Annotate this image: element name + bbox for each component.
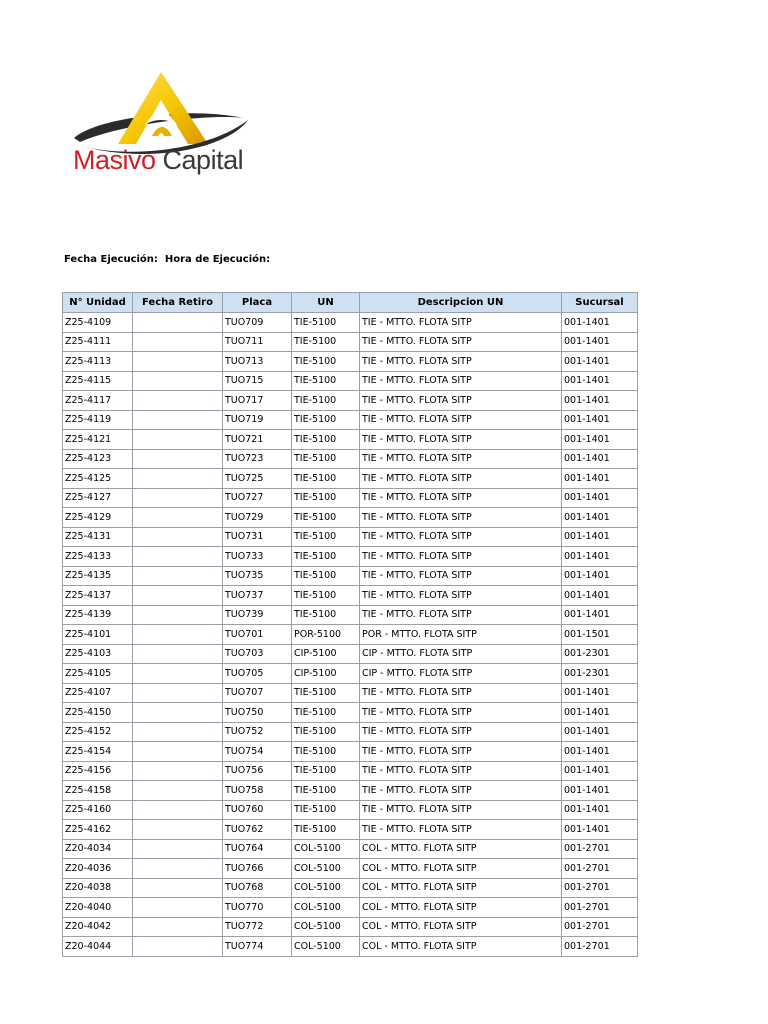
cell-un: TIE-5100: [292, 352, 360, 372]
cell-descripcion-un: COL - MTTO. FLOTA SITP: [360, 839, 562, 859]
cell-un: TIE-5100: [292, 488, 360, 508]
cell-fecha-retiro: [133, 313, 223, 333]
table-body: [63, 313, 638, 957]
logo-wordmark: [73, 145, 243, 176]
cell-un: CIP-5100: [292, 664, 360, 684]
cell-placa: TUO768: [223, 878, 292, 898]
cell-placa: TUO770: [223, 898, 292, 918]
header-n-unidad: N° Unidad: [63, 293, 133, 313]
cell-n-unidad: Z20-4040: [63, 898, 133, 918]
cell-un: TIE-5100: [292, 800, 360, 820]
cell-un: TIE-5100: [292, 430, 360, 450]
table-row: [63, 859, 638, 879]
cell-sucursal: 001-1401: [562, 449, 638, 469]
cell-fecha-retiro: [133, 352, 223, 372]
cell-descripcion-un: TIE - MTTO. FLOTA SITP: [360, 742, 562, 762]
cell-placa: TUO707: [223, 683, 292, 703]
cell-un: TIE-5100: [292, 586, 360, 606]
cell-placa: TUO701: [223, 625, 292, 645]
table-row: [63, 527, 638, 547]
cell-un: TIE-5100: [292, 449, 360, 469]
cell-sucursal: 001-1401: [562, 410, 638, 430]
cell-placa: TUO715: [223, 371, 292, 391]
table-row: [63, 449, 638, 469]
cell-fecha-retiro: [133, 742, 223, 762]
cell-sucursal: 001-1401: [562, 742, 638, 762]
table-row: [63, 605, 638, 625]
cell-placa: TUO752: [223, 722, 292, 742]
table-row: [63, 371, 638, 391]
cell-fecha-retiro: [133, 469, 223, 489]
cell-n-unidad: Z25-4113: [63, 352, 133, 372]
cell-fecha-retiro: [133, 898, 223, 918]
cell-sucursal: 001-1401: [562, 332, 638, 352]
cell-un: TIE-5100: [292, 683, 360, 703]
cell-descripcion-un: CIP - MTTO. FLOTA SITP: [360, 664, 562, 684]
cell-sucursal: 001-1401: [562, 820, 638, 840]
cell-sucursal: 001-1401: [562, 547, 638, 567]
cell-sucursal: 001-1401: [562, 800, 638, 820]
cell-fecha-retiro: [133, 664, 223, 684]
cell-descripcion-un: TIE - MTTO. FLOTA SITP: [360, 488, 562, 508]
cell-descripcion-un: TIE - MTTO. FLOTA SITP: [360, 469, 562, 489]
cell-n-unidad: Z25-4111: [63, 332, 133, 352]
cell-fecha-retiro: [133, 800, 223, 820]
cell-n-unidad: Z25-4135: [63, 566, 133, 586]
cell-sucursal: 001-2701: [562, 839, 638, 859]
cell-descripcion-un: TIE - MTTO. FLOTA SITP: [360, 449, 562, 469]
cell-descripcion-un: TIE - MTTO. FLOTA SITP: [360, 430, 562, 450]
cell-fecha-retiro: [133, 410, 223, 430]
cell-placa: TUO713: [223, 352, 292, 372]
cell-un: COL-5100: [292, 937, 360, 957]
cell-descripcion-un: CIP - MTTO. FLOTA SITP: [360, 644, 562, 664]
cell-fecha-retiro: [133, 703, 223, 723]
table-row: [63, 722, 638, 742]
cell-placa: TUO711: [223, 332, 292, 352]
fecha-ejecucion-label: Fecha Ejecución:: [64, 254, 158, 265]
cell-descripcion-un: TIE - MTTO. FLOTA SITP: [360, 332, 562, 352]
cell-sucursal: 001-1401: [562, 703, 638, 723]
table-row: [63, 332, 638, 352]
cell-un: TIE-5100: [292, 722, 360, 742]
cell-fecha-retiro: [133, 527, 223, 547]
cell-un: TIE-5100: [292, 742, 360, 762]
table-row: [63, 352, 638, 372]
cell-fecha-retiro: [133, 781, 223, 801]
table-row: [63, 313, 638, 333]
cell-descripcion-un: TIE - MTTO. FLOTA SITP: [360, 371, 562, 391]
cell-un: TIE-5100: [292, 547, 360, 567]
cell-un: TIE-5100: [292, 527, 360, 547]
cell-sucursal: 001-1401: [562, 352, 638, 372]
cell-sucursal: 001-1401: [562, 371, 638, 391]
cell-n-unidad: Z25-4125: [63, 469, 133, 489]
cell-placa: TUO731: [223, 527, 292, 547]
cell-descripcion-un: TIE - MTTO. FLOTA SITP: [360, 683, 562, 703]
table-row: [63, 664, 638, 684]
cell-sucursal: 001-1401: [562, 430, 638, 450]
cell-placa: TUO709: [223, 313, 292, 333]
cell-descripcion-un: POR - MTTO. FLOTA SITP: [360, 625, 562, 645]
cell-n-unidad: Z25-4154: [63, 742, 133, 762]
cell-fecha-retiro: [133, 488, 223, 508]
cell-un: TIE-5100: [292, 820, 360, 840]
cell-placa: TUO737: [223, 586, 292, 606]
cell-un: CIP-5100: [292, 644, 360, 664]
cell-placa: TUO727: [223, 488, 292, 508]
cell-n-unidad: Z20-4038: [63, 878, 133, 898]
cell-n-unidad: Z25-4162: [63, 820, 133, 840]
cell-n-unidad: Z25-4115: [63, 371, 133, 391]
cell-placa: TUO729: [223, 508, 292, 528]
cell-n-unidad: Z25-4107: [63, 683, 133, 703]
cell-sucursal: 001-1401: [562, 566, 638, 586]
header-un: UN: [292, 293, 360, 313]
cell-descripcion-un: TIE - MTTO. FLOTA SITP: [360, 703, 562, 723]
cell-sucursal: 001-1401: [562, 488, 638, 508]
cell-sucursal: 001-1401: [562, 469, 638, 489]
cell-sucursal: 001-1401: [562, 683, 638, 703]
cell-n-unidad: Z25-4158: [63, 781, 133, 801]
logo-word-capital: Capital: [162, 145, 244, 175]
cell-placa: TUO705: [223, 664, 292, 684]
cell-descripcion-un: COL - MTTO. FLOTA SITP: [360, 917, 562, 937]
header-sucursal: Sucursal: [562, 293, 638, 313]
cell-fecha-retiro: [133, 449, 223, 469]
cell-sucursal: 001-1401: [562, 527, 638, 547]
cell-placa: TUO725: [223, 469, 292, 489]
cell-fecha-retiro: [133, 586, 223, 606]
cell-placa: TUO717: [223, 391, 292, 411]
cell-sucursal: 001-2301: [562, 664, 638, 684]
cell-un: TIE-5100: [292, 313, 360, 333]
cell-sucursal: 001-1401: [562, 313, 638, 333]
cell-fecha-retiro: [133, 508, 223, 528]
cell-un: TIE-5100: [292, 469, 360, 489]
cell-un: COL-5100: [292, 859, 360, 879]
cell-un: TIE-5100: [292, 703, 360, 723]
table-row: [63, 742, 638, 762]
table-row: [63, 391, 638, 411]
cell-n-unidad: Z25-4139: [63, 605, 133, 625]
cell-sucursal: 001-2701: [562, 917, 638, 937]
cell-fecha-retiro: [133, 859, 223, 879]
cell-sucursal: 001-1501: [562, 625, 638, 645]
cell-descripcion-un: TIE - MTTO. FLOTA SITP: [360, 410, 562, 430]
cell-descripcion-un: TIE - MTTO. FLOTA SITP: [360, 722, 562, 742]
cell-un: TIE-5100: [292, 410, 360, 430]
cell-n-unidad: Z25-4101: [63, 625, 133, 645]
cell-sucursal: 001-2701: [562, 878, 638, 898]
cell-fecha-retiro: [133, 878, 223, 898]
cell-placa: TUO772: [223, 917, 292, 937]
cell-descripcion-un: TIE - MTTO. FLOTA SITP: [360, 605, 562, 625]
cell-un: TIE-5100: [292, 605, 360, 625]
cell-placa: TUO750: [223, 703, 292, 723]
cell-placa: TUO723: [223, 449, 292, 469]
cell-un: TIE-5100: [292, 781, 360, 801]
cell-fecha-retiro: [133, 547, 223, 567]
cell-n-unidad: Z25-4103: [63, 644, 133, 664]
cell-descripcion-un: TIE - MTTO. FLOTA SITP: [360, 586, 562, 606]
cell-un: TIE-5100: [292, 761, 360, 781]
cell-sucursal: 001-1401: [562, 722, 638, 742]
cell-n-unidad: Z20-4044: [63, 937, 133, 957]
cell-placa: TUO703: [223, 644, 292, 664]
cell-sucursal: 001-1401: [562, 508, 638, 528]
table-row: [63, 898, 638, 918]
cell-n-unidad: Z20-4036: [63, 859, 133, 879]
cell-fecha-retiro: [133, 430, 223, 450]
cell-n-unidad: Z25-4129: [63, 508, 133, 528]
table-row: [63, 917, 638, 937]
cell-descripcion-un: TIE - MTTO. FLOTA SITP: [360, 352, 562, 372]
table-row: [63, 644, 638, 664]
cell-un: TIE-5100: [292, 391, 360, 411]
cell-fecha-retiro: [133, 937, 223, 957]
cell-sucursal: 001-1401: [562, 781, 638, 801]
cell-un: POR-5100: [292, 625, 360, 645]
table-row: [63, 781, 638, 801]
cell-fecha-retiro: [133, 332, 223, 352]
cell-descripcion-un: TIE - MTTO. FLOTA SITP: [360, 800, 562, 820]
cell-un: COL-5100: [292, 898, 360, 918]
cell-descripcion-un: TIE - MTTO. FLOTA SITP: [360, 781, 562, 801]
cell-un: COL-5100: [292, 878, 360, 898]
cell-descripcion-un: TIE - MTTO. FLOTA SITP: [360, 313, 562, 333]
cell-n-unidad: Z25-4133: [63, 547, 133, 567]
cell-fecha-retiro: [133, 722, 223, 742]
header-descripcion-un: Descripcion UN: [360, 293, 562, 313]
cell-descripcion-un: COL - MTTO. FLOTA SITP: [360, 859, 562, 879]
cell-descripcion-un: TIE - MTTO. FLOTA SITP: [360, 566, 562, 586]
cell-sucursal: 001-2301: [562, 644, 638, 664]
cell-n-unidad: Z25-4105: [63, 664, 133, 684]
cell-n-unidad: Z25-4137: [63, 586, 133, 606]
cell-un: TIE-5100: [292, 508, 360, 528]
cell-n-unidad: Z25-4127: [63, 488, 133, 508]
table-row: [63, 703, 638, 723]
cell-fecha-retiro: [133, 761, 223, 781]
cell-placa: TUO764: [223, 839, 292, 859]
cell-placa: TUO719: [223, 410, 292, 430]
cell-fecha-retiro: [133, 625, 223, 645]
cell-placa: TUO721: [223, 430, 292, 450]
cell-n-unidad: Z20-4034: [63, 839, 133, 859]
cell-descripcion-un: TIE - MTTO. FLOTA SITP: [360, 820, 562, 840]
table-header-row: [63, 293, 638, 313]
cell-sucursal: 001-1401: [562, 391, 638, 411]
cell-descripcion-un: TIE - MTTO. FLOTA SITP: [360, 547, 562, 567]
cell-un: TIE-5100: [292, 371, 360, 391]
cell-n-unidad: Z25-4119: [63, 410, 133, 430]
table-row: [63, 410, 638, 430]
table-row: [63, 586, 638, 606]
table-row: [63, 488, 638, 508]
cell-un: TIE-5100: [292, 566, 360, 586]
table-row: [63, 820, 638, 840]
cell-fecha-retiro: [133, 605, 223, 625]
table-row: [63, 547, 638, 567]
cell-descripcion-un: COL - MTTO. FLOTA SITP: [360, 878, 562, 898]
cell-placa: TUO762: [223, 820, 292, 840]
cell-sucursal: 001-2701: [562, 937, 638, 957]
table-row: [63, 761, 638, 781]
table-row: [63, 469, 638, 489]
cell-sucursal: 001-1401: [562, 586, 638, 606]
cell-sucursal: 001-1401: [562, 761, 638, 781]
cell-descripcion-un: TIE - MTTO. FLOTA SITP: [360, 761, 562, 781]
cell-un: COL-5100: [292, 839, 360, 859]
header-fecha-retiro: Fecha Retiro: [133, 293, 223, 313]
cell-descripcion-un: TIE - MTTO. FLOTA SITP: [360, 508, 562, 528]
cell-placa: TUO735: [223, 566, 292, 586]
cell-placa: TUO758: [223, 781, 292, 801]
cell-n-unidad: Z25-4150: [63, 703, 133, 723]
cell-fecha-retiro: [133, 839, 223, 859]
cell-n-unidad: Z25-4160: [63, 800, 133, 820]
cell-n-unidad: Z25-4131: [63, 527, 133, 547]
cell-fecha-retiro: [133, 917, 223, 937]
table-row: [63, 566, 638, 586]
cell-sucursal: 001-1401: [562, 605, 638, 625]
table-row: [63, 430, 638, 450]
execution-info: [64, 254, 270, 265]
cell-placa: TUO754: [223, 742, 292, 762]
cell-sucursal: 001-2701: [562, 898, 638, 918]
cell-n-unidad: Z25-4109: [63, 313, 133, 333]
logo-word-masivo: Masivo: [73, 145, 156, 175]
cell-fecha-retiro: [133, 820, 223, 840]
cell-placa: TUO760: [223, 800, 292, 820]
cell-placa: TUO756: [223, 761, 292, 781]
cell-descripcion-un: TIE - MTTO. FLOTA SITP: [360, 527, 562, 547]
cell-descripcion-un: COL - MTTO. FLOTA SITP: [360, 937, 562, 957]
cell-n-unidad: Z25-4123: [63, 449, 133, 469]
cell-n-unidad: Z25-4117: [63, 391, 133, 411]
cell-fecha-retiro: [133, 644, 223, 664]
cell-un: COL-5100: [292, 917, 360, 937]
cell-placa: TUO739: [223, 605, 292, 625]
cell-descripcion-un: TIE - MTTO. FLOTA SITP: [360, 391, 562, 411]
table-row: [63, 878, 638, 898]
header-placa: Placa: [223, 293, 292, 313]
table-row: [63, 683, 638, 703]
table-row: [63, 508, 638, 528]
cell-n-unidad: Z25-4156: [63, 761, 133, 781]
cell-descripcion-un: COL - MTTO. FLOTA SITP: [360, 898, 562, 918]
cell-placa: TUO733: [223, 547, 292, 567]
cell-un: TIE-5100: [292, 332, 360, 352]
table-row: [63, 800, 638, 820]
cell-n-unidad: Z25-4152: [63, 722, 133, 742]
cell-placa: TUO774: [223, 937, 292, 957]
cell-n-unidad: Z20-4042: [63, 917, 133, 937]
cell-n-unidad: Z25-4121: [63, 430, 133, 450]
hora-ejecucion-label: Hora de Ejecución:: [164, 254, 271, 265]
table-row: [63, 937, 638, 957]
cell-fecha-retiro: [133, 371, 223, 391]
cell-fecha-retiro: [133, 566, 223, 586]
cell-sucursal: 001-2701: [562, 859, 638, 879]
cell-fecha-retiro: [133, 391, 223, 411]
table-row: [63, 625, 638, 645]
units-table: [62, 292, 638, 957]
cell-fecha-retiro: [133, 683, 223, 703]
table-row: [63, 839, 638, 859]
cell-placa: TUO766: [223, 859, 292, 879]
